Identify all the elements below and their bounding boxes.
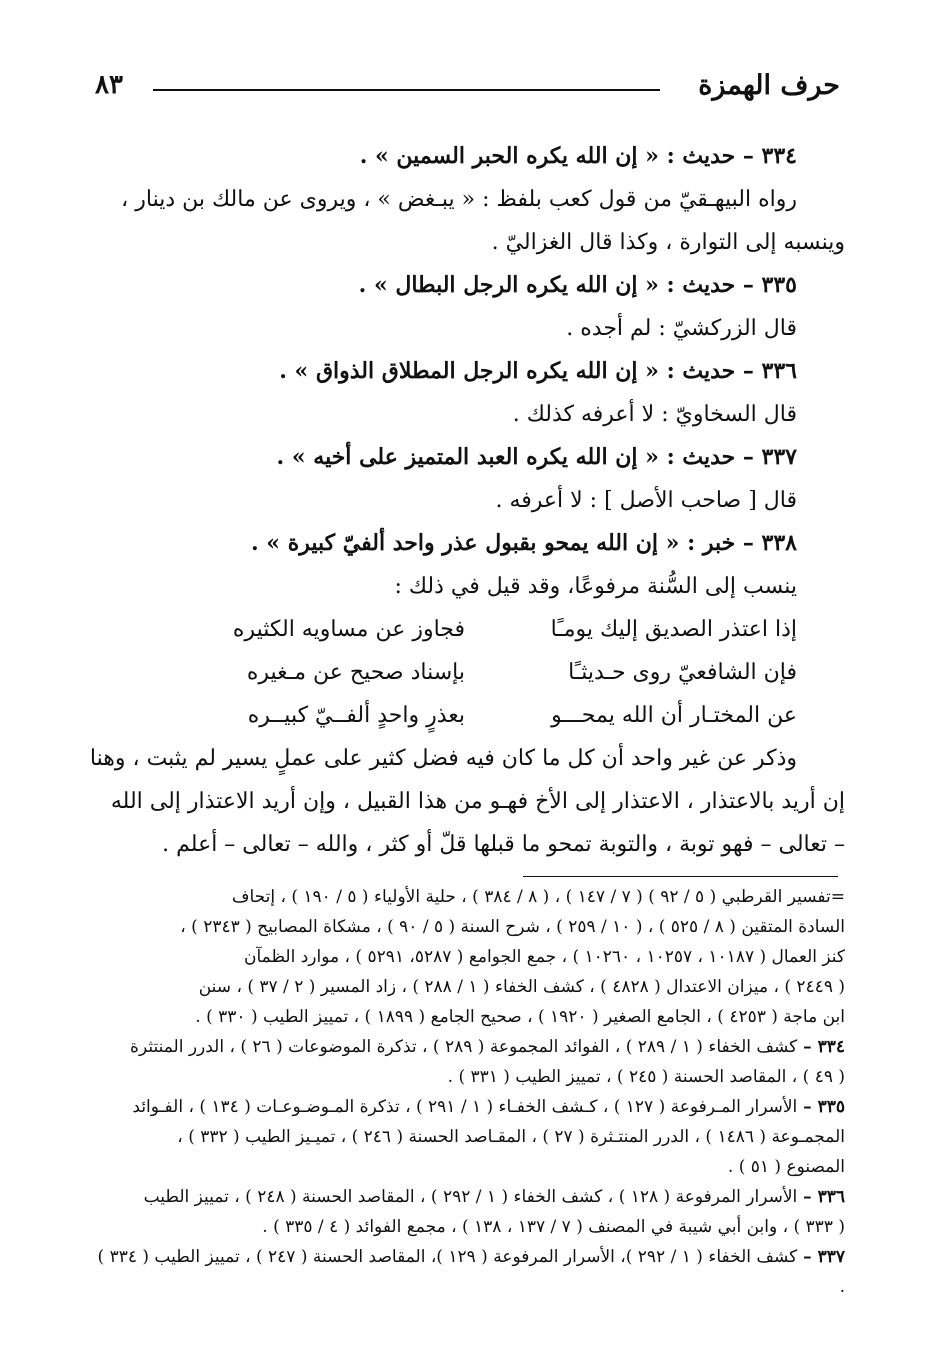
entry-heading: ٣٣٨ – خبر : « إن الله يمحو بقبول عذر واحد ألفيّ كبيرة » . [250, 530, 797, 556]
entry-heading: ٣٣٤ – حديث : « إن الله يكره الحبر السمين » . [359, 143, 797, 169]
footnote-line [95, 1062, 845, 1092]
footnote-text: =تفسير القرطبي ( ٥ / ٩٢ ) ( ٧ / ١٤٧ ) ، ( ٨ / ٣٨٤ ) ، حلية الأولياء ( ٥ / ١٩٠ ) ، إتحاف [231, 887, 845, 907]
footnote-line [95, 1032, 845, 1062]
footnote-text: الأسرار المـرفوعة ( ١٢٧ ) ، كـشف الخفـاء ( ١ / ٢٩١ ) ، تذكرة المـوضـوعـات ( ١٣٤ ) ، الفـوائد [132, 1097, 798, 1117]
footnote-text: المصنوع ( ٥١ ) . [727, 1157, 845, 1177]
footnote-line [95, 972, 845, 1002]
footnote-line [95, 1182, 845, 1212]
footnote-text: كشف الخفاء ( ١ / ٢٨٩ ) ، الفوائد المجموعة ( ٢٨٩ ) ، تذكرة الموضوعات ( ٢٦ ) ، الدرر المنتثرة [130, 1037, 798, 1057]
verse-first-hemistich: فإن الشافعيّ روى حـديثـًا [568, 660, 797, 685]
text-line: قال الزركشيّ : لم أجده . [566, 316, 797, 341]
text-line: وذكر عن غير واحد أن كل ما كان فيه فضل كثير على عملٍ يسير لم يثبت ، وهنا [89, 746, 797, 771]
entry-heading: ٣٣٥ – حديث : « إن الله يكره الرجل البطال » . [358, 272, 797, 298]
footnote-text: ( ٣٣٣ ) ، وابن أبي شيبة في المصنف ( ٧ / ١٣٧ ، ١٣٨ ) ، مجمع الفوائد ( ٤ / ٣٣٥ ) . [262, 1217, 845, 1237]
footnote-line [95, 1002, 845, 1032]
footnote-separator [523, 876, 838, 877]
footnote-text: ابن ماجة ( ٤٢٥٣ ) ، الجامع الصغير ( ١٩٢٠ ) ، صحيح الجامع ( ١٨٩٩ ) ، تمييز الطيب ( ٣٣٠ ) . [195, 1007, 845, 1027]
footnote-number: ٣٣٦ – [797, 1187, 845, 1207]
footnote-text: ( ٤٩ ) ، المقاصد الحسنة ( ٢٤٥ ) ، تمييز الطيب ( ٣٣١ ) . [447, 1067, 845, 1087]
footnote-text: السادة المتقين ( ٨ / ٥٢٥ ) ، ( ١٠ / ٢٥٩ ) ، شرح السنة ( ٥ / ٩٠ ) ، مشكاة المصابيح ( ٢٣٤٣ ) ، [180, 917, 845, 937]
main-text [89, 135, 845, 866]
entry-heading: ٣٣٧ – حديث : « إن الله يكره العبد المتميز على أخيه » . [276, 444, 797, 470]
poem [95, 608, 845, 737]
text-line: قال [ صاحب الأصل ] : لا أعرفه . [495, 488, 797, 513]
poem-verse [95, 694, 845, 737]
header-rule [153, 89, 660, 91]
running-header [95, 68, 840, 108]
footnote-line [95, 882, 845, 912]
footnote-line [95, 1242, 845, 1302]
verse-second-hemistich: فجاوز عن مساويه الكثيره [232, 617, 465, 642]
footnote-line [95, 1152, 845, 1182]
text-line: وينسبه إلى التوارة ، وكذا قال الغزاليّ . [491, 230, 845, 255]
footnote-text: كنز العمال ( ١٠١٨٧ ، ١٠٢٥٧ ، ١٠٢٦٠ ) ، جمع الجوامع ( ٥٢٨٧، ٥٢٩١ ) ، موارد الظمآن [243, 947, 845, 967]
footnote-line [95, 942, 845, 972]
footnote-text: كشف الخفاء ( ١ / ٢٩٢ )، الأسرار المرفوعة ( ١٢٩ )، المقاصد الحسنة ( ٢٤٧ ) ، تمييز الطيب ( ٣٣٤ ) . [97, 1247, 845, 1297]
entry-heading: ٣٣٦ – حديث : « إن الله يكره الرجل المطلاق الذواق » . [279, 358, 797, 384]
text-line: رواه البيهـقيّ من قول كعب بلفظ : « يبـغض » ، ويروى عن مالك بن دينار ، [121, 187, 797, 212]
page-number: ٨٣ [95, 70, 123, 100]
poem-verse [95, 608, 845, 651]
verse-second-hemistich: بإسناد صحيح عن مـغيره [246, 660, 465, 685]
footnote-text: الأسرار المرفوعة ( ١٢٨ ) ، كشف الخفاء ( ١ / ٢٩٢ ) ، المقاصد الحسنة ( ٢٤٨ ) ، تمييز الطيب [143, 1187, 798, 1207]
verse-first-hemistich: عن المختـار أن الله يمحـــو [551, 703, 797, 728]
footnote-line [95, 1122, 845, 1152]
footnote-text: ( ٢٤٤٩ ) ، ميزان الاعتدال ( ٤٨٢٨ ) ، كشف الخفاء ( ١ / ٢٨٨ ) ، زاد المسير ( ٢ / ٣٧ ) ، سنن [198, 977, 845, 997]
poem-verse [95, 651, 845, 694]
closing-paragraph [89, 737, 845, 866]
text-line: إن أريد بالاعتذار ، الاعتذار إلى الأخ فهـو من هذا القبيل ، وإن أريد الاعتذار إلى الله [110, 789, 845, 814]
chapter-title: حرف الهمزة [698, 70, 840, 101]
text-line: ينسب إلى السُّنة مرفوعًا، وقد قيل في ذلك : [394, 574, 797, 599]
footnote-line [95, 912, 845, 942]
verse-first-hemistich: إذا اعتذر الصديق إليك يومـًا [550, 617, 797, 642]
footnote-number: ٣٣٥ – [797, 1097, 845, 1117]
footnote-number: ٣٣٤ – [797, 1037, 845, 1057]
footnote-line [95, 1212, 845, 1242]
text-line: قال السخاويّ : لا أعرفه كذلك . [512, 402, 797, 427]
footnote-text: المجمـوعة ( ١٤٨٦ ) ، الدرر المنتـثرة ( ٢٧ ) ، المقـاصد الحسنة ( ٢٤٦ ) ، تميـيز الطيب ( ٣٣٢ ) ، [177, 1127, 845, 1147]
footnotes [95, 882, 845, 1302]
footnote-number: ٣٣٧ – [797, 1247, 845, 1267]
verse-second-hemistich: بعذرٍ واحدٍ ألفــيّ كبيــره [247, 703, 465, 728]
entries [95, 135, 845, 608]
footnote-line [95, 1092, 845, 1122]
text-line: – تعالى – فهو توبة ، والتوبة تمحو ما قبلها قلّ أو كثر ، والله – تعالى – أعلم . [162, 832, 845, 857]
